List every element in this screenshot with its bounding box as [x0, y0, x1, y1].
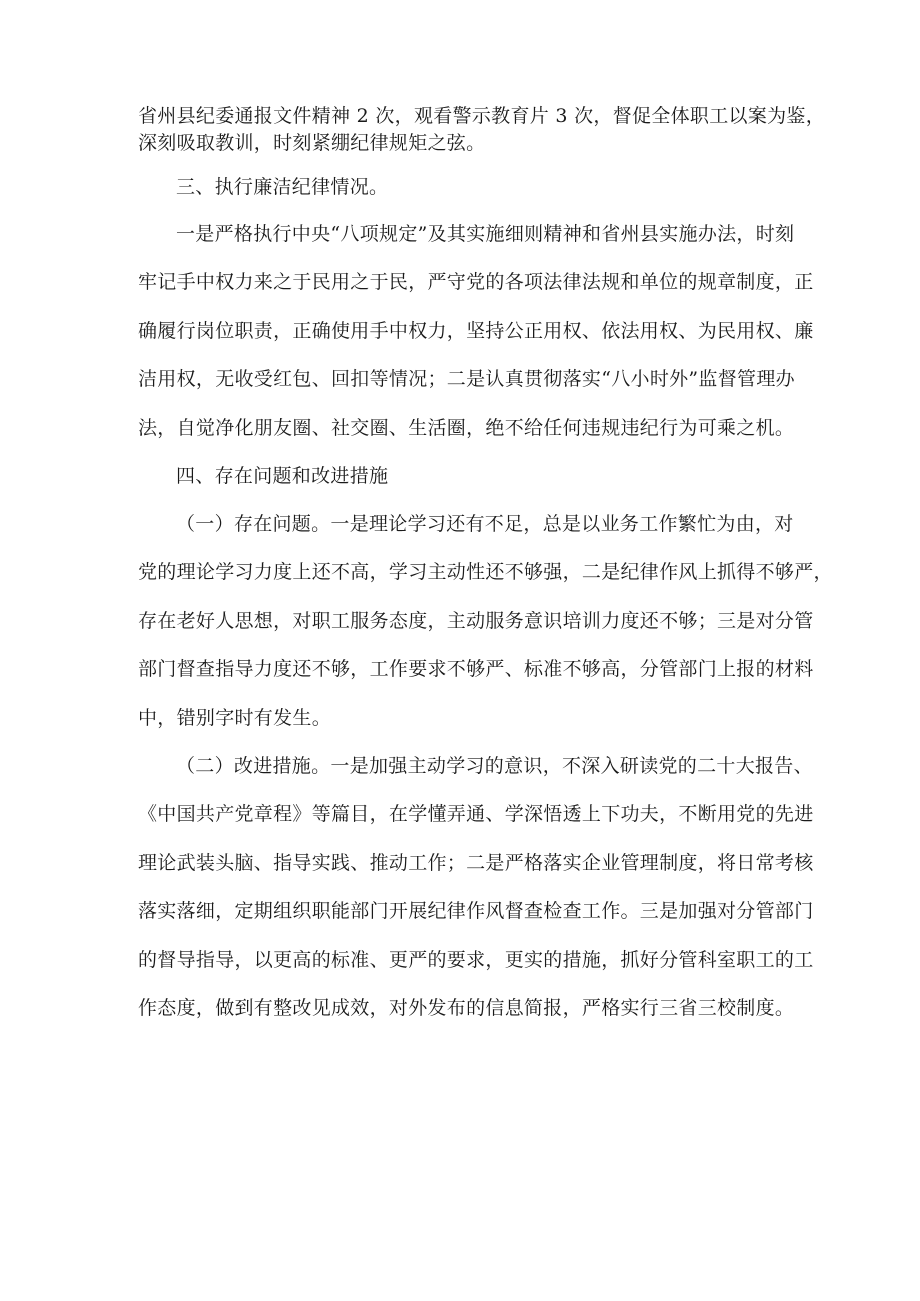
section-3-line-1: 一是严格执行中央“八项规定”及其实施细则精神和省州县实施办法，时刻 [176, 223, 795, 245]
intro-line-2: 深刻吸取教训，时刻紧绷纪律规矩之弦。 [138, 132, 486, 154]
problems-line-4: 部门督查指导力度还不够，工作要求不够严、标准不够高，分管部门上报的材料 [138, 658, 814, 680]
problems-line-5: 中，错别字时有发生。 [138, 707, 332, 729]
problems-line-2: 党的理论学习力度上还不高，学习主动性还不够强，二是纪律作风上抓得不够严， [138, 561, 833, 583]
measures-line-1: （二）改进措施。一是加强主动学习的意识，不深入研读党的二十大报告、 [176, 755, 813, 777]
measures-line-2: 《中国共产党章程》等篇目，在学懂弄通、学深悟透上下功夫，不断用党的先进 [138, 803, 814, 825]
section-3-heading: 三、执行廉洁纪律情况。 [176, 176, 389, 198]
intro-line-1: 省州县纪委通报文件精神 2 次，观看警示教育片 3 次，督促全体职工以案为鉴， [138, 105, 826, 127]
measures-line-5: 的督导指导，以更高的标准、更严的要求，更实的措施，抓好分管科室职工的工 [138, 949, 814, 971]
section-3-line-4: 洁用权，无收受红包、回扣等情况；二是认真贯彻落实“八小时外”监督管理办 [138, 368, 795, 390]
section-3-line-2: 牢记手中权力来之于民用之于民，严守党的各项法律法规和单位的规章制度，正 [138, 271, 814, 293]
section-3-line-3: 确履行岗位职责，正确使用手中权力，坚持公正用权、依法用权、为民用权、廉 [138, 320, 814, 342]
measures-line-4: 落实落细，定期组织职能部门开展纪律作风督查检查工作。三是加强对分管部门 [138, 900, 814, 922]
measures-line-3: 理论武装头脑、指导实践、推动工作；二是严格落实企业管理制度，将日常考核 [138, 852, 814, 874]
section-3-line-5: 法，自觉净化朋友圈、社交圈、生活圈，绝不给任何违规违纪行为可乘之机。 [138, 417, 795, 439]
problems-line-1: （一）存在问题。一是理论学习还有不足，总是以业务工作繁忙为由，对 [176, 513, 794, 535]
section-4-heading: 四、存在问题和改进措施 [176, 465, 389, 487]
measures-line-6: 作态度，做到有整改见成效，对外发布的信息简报，严格实行三省三校制度。 [138, 997, 795, 1019]
problems-line-3: 存在老好人思想，对职工服务态度，主动服务意识培训力度还不够；三是对分管 [138, 610, 814, 632]
